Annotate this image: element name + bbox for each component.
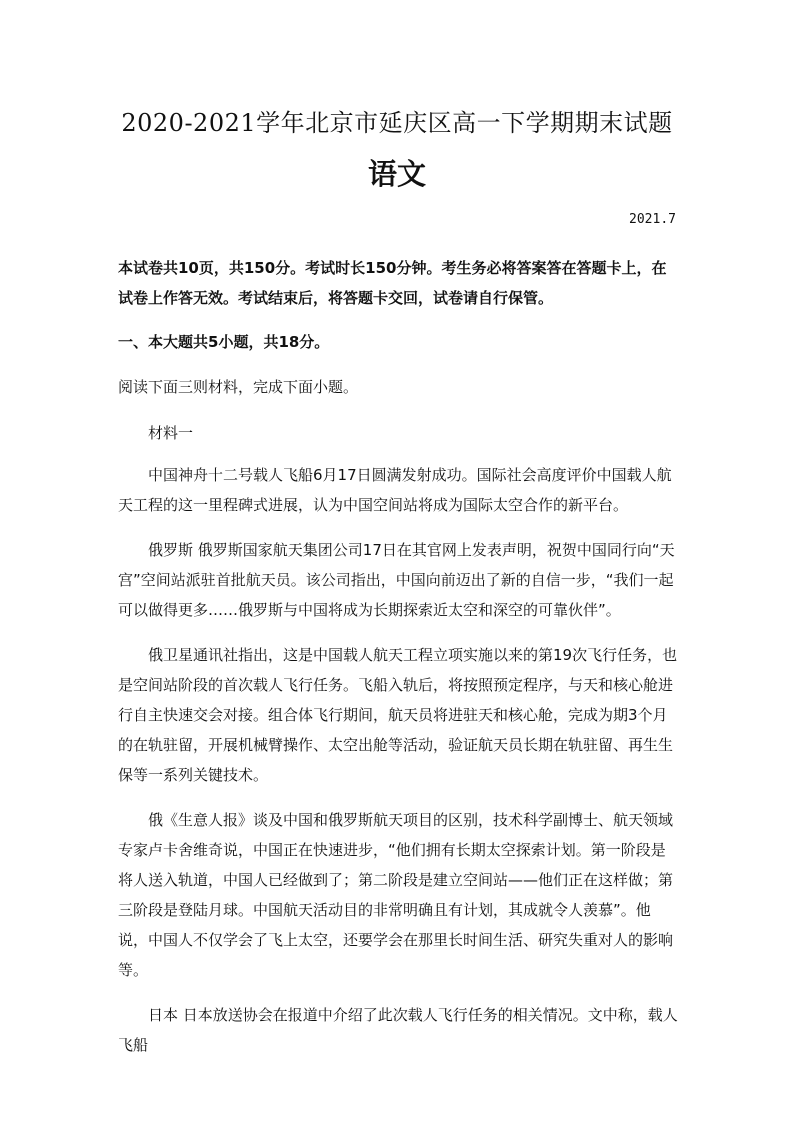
passage-body	[118, 460, 678, 1060]
paragraph-3: 俄卫星通讯社指出，这是中国载人航天工程立项实施以来的第19次飞行任务，也是空间站阶段的首次载人飞行任务。飞船入轨后，将按照预定程序，与天和核心舱进行自主快速交会对接。组合体飞行期间，航天员将进驻天和核心舱，完成为期3个月的在轨驻留，开展机械臂操作、太空出舱等活动，验证航天员长期在轨驻留、再生生保等一系列关键技术。	[118, 646, 678, 784]
exam-instructions: 本试卷共10页，共150分。考试时长150分钟。考生务必将答案答在答题卡上，在试卷上作答无效。考试结束后，将答题卡交回，试卷请自行保管。	[118, 259, 667, 307]
paragraph-5: 日本 日本放送协会在报道中介绍了此次载人飞行任务的相关情况。文中称，载人飞船	[118, 1006, 678, 1054]
material-label: 材料一	[148, 424, 194, 442]
section-heading: 一、本大题共5小题，共18分。	[118, 333, 330, 351]
exam-title: 2020-2021学年北京市延庆区高一下学期期末试题	[121, 109, 673, 137]
section-intro: 阅读下面三则材料，完成下面小题。	[118, 378, 359, 396]
paragraph-2: 俄罗斯 俄罗斯国家航天集团公司17日在其官网上发表声明，祝贺中国同行向“天宫”空间站派驻首批航天员。该公司指出，中国向前迈出了新的自信一步，“我们一起可以做得更多……俄罗斯与中国将成为长期探索近太空和深空的可靠伙伴”。	[118, 541, 675, 619]
subject-heading: 语文	[367, 157, 426, 191]
paragraph-1: 中国神舟十二号载人飞船6月17日圆满发射成功。国际社会高度评价中国载人航天工程的这一里程碑式进展，认为中国空间站将成为国际太空合作的新平台。	[118, 466, 672, 514]
exam-date: 2021.7	[629, 212, 676, 227]
paragraph-4: 俄《生意人报》谈及中国和俄罗斯航天项目的区别，技术科学副博士、航天领域专家卢卡舍维奇说，中国正在快速进步，“他们拥有长期太空探索计划。第一阶段是将人送入轨道，中国人已经做到了；第二阶段是建立空间站——他们正在这样做；第三阶段是登陆月球。中国航天活动目的非常明确且有计划，其成就令人羡慕”。他说，中国人不仅学会了飞上太空，还要学会在那里长时间生活、研究失重对人的影响等。	[118, 811, 674, 979]
